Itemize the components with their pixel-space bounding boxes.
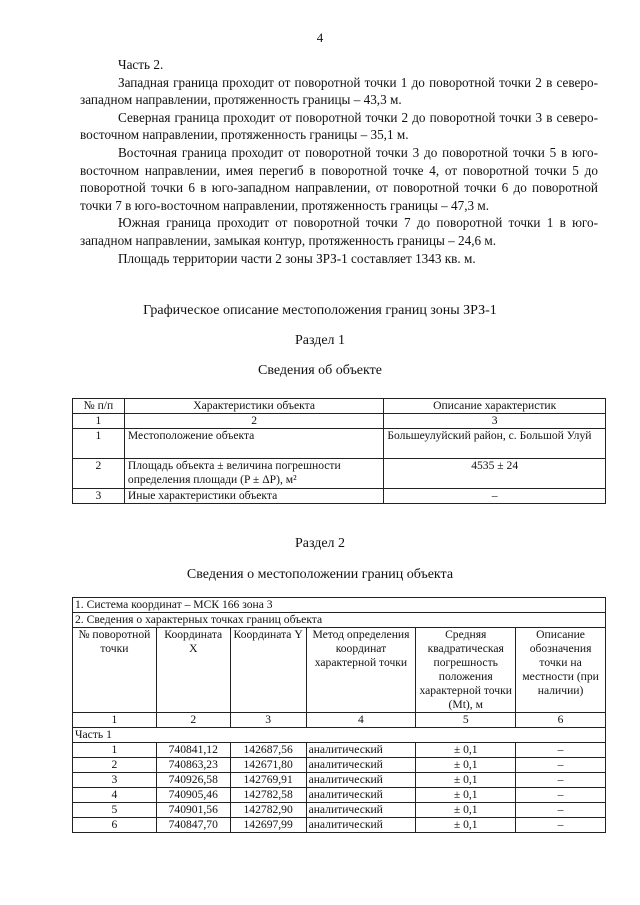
column-number: 2	[156, 713, 230, 728]
header-description: Описание обозначения точки на местности (при наличии)	[516, 628, 606, 713]
error: ± 0,1	[416, 788, 516, 803]
coord-y: 142671,80	[230, 758, 306, 773]
row-number: 3	[73, 489, 125, 504]
table-row	[73, 803, 606, 818]
coord-system-row	[73, 598, 606, 613]
points-title-row	[73, 613, 606, 628]
error: ± 0,1	[416, 818, 516, 833]
column-number: 6	[516, 713, 606, 728]
header-error: Средняя квадратическая погрешность положения характерной точки (Mt), м	[416, 628, 516, 713]
header-number: № п/п	[73, 399, 125, 414]
section2-title: Раздел 2	[294, 536, 346, 551]
coord-x: 740847,70	[156, 818, 230, 833]
point-number: 5	[73, 803, 157, 818]
point-description: –	[516, 818, 606, 833]
object-info-table	[72, 398, 606, 504]
coord-x: 740841,12	[156, 743, 230, 758]
page-number: 4	[316, 30, 324, 45]
points-title: 2. Сведения о характерных точках границ объекта	[73, 613, 606, 628]
section1-subtitle: Сведения об объекте	[258, 363, 382, 378]
header-method: Метод определения координат характерной точки	[306, 628, 416, 713]
paragraph-north: Северная граница проходит от поворотной точки 2 до поворотной точки 3 в северо-восточном направлении, протяженность границы – 35,1 м.	[80, 109, 598, 143]
table-row	[73, 788, 606, 803]
column-number: 1	[73, 713, 157, 728]
point-description: –	[516, 743, 606, 758]
coord-x: 740863,23	[156, 758, 230, 773]
row-characteristic: Иные характеристики объекта	[124, 489, 383, 504]
coord-x: 740905,46	[156, 788, 230, 803]
coord-system: 1. Система координат – МСК 166 зона 3	[73, 598, 606, 613]
table-row	[73, 758, 606, 773]
point-number: 4	[73, 788, 157, 803]
error: ± 0,1	[416, 743, 516, 758]
header-point-number: № поворотной точки	[73, 628, 157, 713]
row-number: 1	[73, 429, 125, 459]
method: аналитический	[306, 743, 416, 758]
header-coord-x: Координата X	[156, 628, 230, 713]
table-row	[73, 743, 606, 758]
table-row	[73, 773, 606, 788]
error: ± 0,1	[416, 758, 516, 773]
column-number: 3	[384, 414, 606, 429]
part-label-row	[73, 728, 606, 743]
table-header-row	[73, 628, 606, 713]
method: аналитический	[306, 773, 416, 788]
paragraph-east: Восточная граница проходит от поворотной точки 3 до поворотной точки 5 в юго-восточном направлении, имея перегиб в поворотной точке 4, от поворотной точки 5 до поворотной точки 6 в юго-западном направлении, от поворотной точки 6 до поворотной точки 7 в юго-восточном направлении, протяженность границы – 47,3 м.	[80, 144, 598, 213]
section1-title: Раздел 1	[294, 333, 346, 348]
coord-y: 142697,99	[230, 818, 306, 833]
table-numbering-row	[73, 713, 606, 728]
row-value: 4535 ± 24	[384, 459, 606, 489]
method: аналитический	[306, 758, 416, 773]
table-row	[73, 459, 606, 489]
coord-y: 142687,56	[230, 743, 306, 758]
row-characteristic: Площадь объекта ± величина погрешности определения площади (P ± ΔP), м²	[124, 459, 383, 489]
row-number: 2	[73, 459, 125, 489]
header-characteristic: Характеристики объекта	[124, 399, 383, 414]
body-text	[80, 56, 598, 267]
row-characteristic: Местоположение объекта	[124, 429, 383, 459]
point-description: –	[516, 758, 606, 773]
point-description: –	[516, 773, 606, 788]
point-number: 1	[73, 743, 157, 758]
error: ± 0,1	[416, 773, 516, 788]
row-value: Большеулуйский район, с. Большой Улуй	[384, 429, 606, 459]
point-description: –	[516, 803, 606, 818]
header-description: Описание характеристик	[384, 399, 606, 414]
coord-y: 142782,90	[230, 803, 306, 818]
table-row	[73, 429, 606, 459]
paragraph-south: Южная граница проходит от поворотной точки 7 до поворотной точки 1 в юго-западном направлении, замыкая контур, протяженность границы – 24,6 м.	[80, 215, 598, 248]
point-number: 2	[73, 758, 157, 773]
method: аналитический	[306, 788, 416, 803]
section2-subtitle: Сведения о местоположении границ объекта	[186, 567, 454, 582]
table-row	[73, 489, 606, 504]
error: ± 0,1	[416, 803, 516, 818]
column-number: 3	[230, 713, 306, 728]
graphic-title: Графическое описание местоположения границ зоны ЗРЗ-1	[143, 303, 497, 318]
point-number: 6	[73, 818, 157, 833]
column-number: 5	[416, 713, 516, 728]
coord-x: 740901,56	[156, 803, 230, 818]
column-number: 4	[306, 713, 416, 728]
coord-x: 740926,58	[156, 773, 230, 788]
header-coord-y: Координата Y	[230, 628, 306, 713]
point-description: –	[516, 788, 606, 803]
boundary-points-table	[72, 597, 606, 833]
table-row	[73, 818, 606, 833]
column-number: 1	[73, 414, 125, 429]
point-number: 3	[73, 773, 157, 788]
method: аналитический	[306, 803, 416, 818]
paragraph-area: Площадь территории части 2 зоны ЗРЗ-1 составляет 1343 кв. м.	[118, 250, 476, 266]
part-title: Часть 2.	[118, 57, 164, 72]
coord-y: 142782,58	[230, 788, 306, 803]
part-label: Часть 1	[73, 728, 606, 743]
method: аналитический	[306, 818, 416, 833]
table-numbering-row	[73, 414, 606, 429]
paragraph-west: Западная граница проходит от поворотной точки 1 до поворотной точки 2 в северо-западном направлении, протяженность границы – 43,3 м.	[80, 74, 598, 108]
column-number: 2	[124, 414, 383, 429]
table-header-row	[73, 399, 606, 414]
row-value: –	[384, 489, 606, 504]
coord-y: 142769,91	[230, 773, 306, 788]
